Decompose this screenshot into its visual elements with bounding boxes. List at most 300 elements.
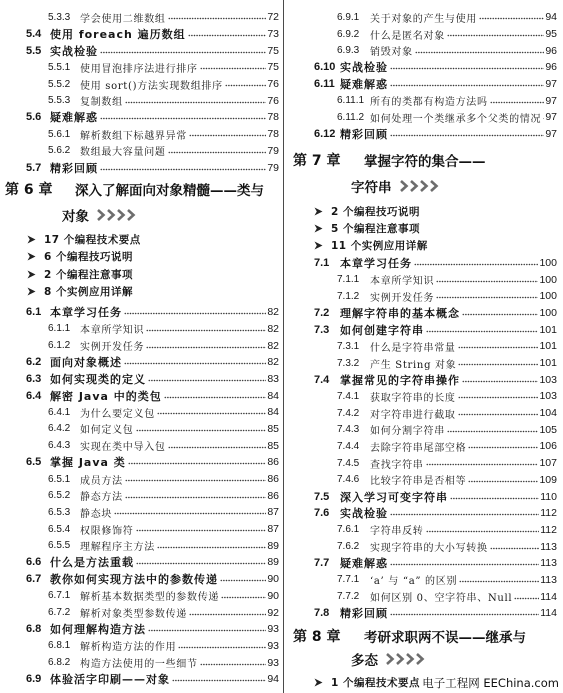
chapter-label: 第 8 章	[293, 628, 341, 645]
page-number: 112	[540, 523, 557, 536]
page-number: 95	[545, 28, 557, 41]
page-number: 89	[267, 539, 279, 552]
page-number: 90	[267, 589, 279, 602]
section-title: 如何处理一个类继承多个父类的情况	[370, 113, 542, 125]
section-number: 6.6	[26, 556, 42, 569]
highlight-item	[0, 231, 281, 248]
page-number: 103	[539, 373, 557, 386]
page-number: 109	[539, 473, 557, 486]
toc-entry-7-6-2	[286, 538, 559, 555]
section-number: 6.8.2	[48, 657, 71, 669]
toc-entry-6-5-1	[0, 471, 281, 488]
dot-leader	[146, 328, 266, 333]
section-number: 5.5.1	[48, 61, 71, 73]
toc-entry-7-4-3	[286, 421, 559, 438]
section-title: 解析对象类型参数传递	[80, 609, 187, 621]
toc-entry-6-1-2	[0, 337, 281, 354]
section-number: 6.9.2	[337, 28, 360, 40]
chevrons-icon	[399, 180, 439, 192]
toc-entry-7-1	[286, 255, 559, 272]
page-number: 82	[267, 322, 279, 335]
page-number: 93	[267, 639, 279, 652]
chapter-5-tail-list	[0, 0, 281, 176]
section-number: 6.5.5	[48, 540, 71, 552]
section-number: 5.4	[26, 28, 42, 41]
toc-entry-7-4-1	[286, 388, 559, 405]
dot-leader	[426, 462, 539, 467]
dot-leader	[390, 83, 544, 88]
page-number: 87	[267, 523, 279, 536]
page-number: 101	[539, 323, 557, 336]
section-title: 解密 Java 中的类包	[50, 389, 162, 403]
chapter-label: 第 7 章	[293, 152, 341, 169]
section-title: 解析基本数据类型的参数传递	[80, 592, 220, 604]
dot-leader	[128, 461, 267, 466]
toc-entry-6-5-2	[0, 487, 281, 504]
section-number: 7.2	[314, 306, 330, 319]
section-number: 6.9.3	[337, 45, 360, 57]
section-title: 如何分割字符串	[370, 426, 445, 438]
toc-entry-6-4-1	[0, 404, 281, 421]
dot-leader	[136, 528, 267, 533]
page-number: 104	[539, 407, 557, 420]
page-number: 113	[540, 557, 557, 570]
highlight-item	[286, 220, 559, 237]
section-title: 实战检验	[340, 61, 388, 75]
toc-entry-7-7	[286, 555, 559, 572]
page-number: 85	[267, 422, 279, 435]
toc-entry-6-12	[286, 126, 559, 143]
section-title: 构造方法使用的一些细节	[80, 659, 198, 671]
section-title: 本章学习任务	[50, 306, 122, 320]
section-title: 解析构造方法的作用	[80, 642, 177, 654]
chapter-6-tail-list	[286, 0, 559, 143]
chapter-title-line-2: 多态	[351, 652, 378, 669]
section-title: 本章所学知识	[370, 276, 435, 288]
page-number: 93	[267, 623, 279, 636]
toc-entry-5-6-1	[0, 126, 281, 143]
chapter-heading-line-1	[0, 176, 281, 202]
page-number: 100	[539, 256, 557, 269]
toc-entry-6-2	[0, 354, 281, 371]
toc-entry-7-3-2	[286, 355, 559, 372]
section-number: 5.5.2	[48, 78, 71, 90]
toc-entry-5-5-2	[0, 76, 281, 93]
toc-entry-6-7-1	[0, 588, 281, 605]
page-number: 114	[540, 607, 557, 620]
section-number: 6.11.2	[337, 111, 365, 123]
section-number: 7.7.2	[337, 591, 360, 603]
bullet-arrow-icon	[314, 224, 323, 233]
section-number: 6.5.2	[48, 490, 71, 502]
toc-entry-6-9	[0, 671, 281, 688]
page-number: 105	[539, 423, 557, 436]
dot-leader	[479, 16, 544, 21]
dot-leader	[220, 578, 266, 583]
highlight-item	[286, 237, 559, 254]
toc-entry-7-1-1	[286, 271, 559, 288]
page-number: 97	[545, 78, 557, 91]
page-number: 78	[267, 111, 279, 124]
toc-entry-6-3	[0, 371, 281, 388]
page-number: 82	[267, 356, 279, 369]
arrowhead-shape	[28, 270, 36, 278]
section-title: 如何定义包	[80, 425, 134, 437]
dot-leader	[146, 345, 266, 350]
dot-leader	[426, 329, 538, 334]
chapter-title-line-2: 对象	[62, 208, 89, 225]
section-title: 体验活字印刷——对象	[50, 673, 170, 687]
chevron-shape	[401, 181, 437, 191]
toc-entry-6-4-2	[0, 421, 281, 438]
section-title: 掌握 Java 类	[50, 456, 126, 470]
toc-entry-6-10	[286, 59, 559, 76]
toc-entry-7-4	[286, 371, 559, 388]
dot-leader	[458, 412, 539, 417]
highlight-text: 2 个编程注意事项	[44, 268, 133, 281]
arrowhead-shape	[28, 236, 36, 244]
section-title: 什么是字符串常量	[370, 342, 456, 354]
section-title: 为什么要定义包	[80, 408, 155, 420]
section-number: 6.4.3	[48, 440, 71, 452]
bullet-arrow-icon	[27, 287, 36, 296]
page-number: 97	[545, 128, 557, 141]
watermark-text: 电子工程网 EEChina.com	[422, 676, 559, 690]
section-title: 实战检验	[340, 507, 388, 521]
arrowhead-shape	[315, 225, 323, 233]
section-number: 7.1	[314, 256, 330, 269]
section-number: 6.4.2	[48, 423, 71, 435]
section-number: 5.3.3	[48, 11, 71, 23]
section-number: 6.9	[26, 673, 42, 686]
dot-leader	[100, 116, 266, 121]
section-number: 6.8.1	[48, 640, 71, 652]
toc-entry-5-6-2	[0, 143, 281, 160]
dot-leader	[462, 379, 538, 384]
section-number: 7.4.6	[337, 474, 360, 486]
bullet-arrow-icon	[27, 270, 36, 279]
section-title: 复制数组	[80, 97, 123, 109]
page-number: 79	[267, 161, 279, 174]
section-number: 6.4	[26, 389, 42, 402]
section-title: 实战检验	[50, 44, 98, 58]
section-number: 6.5.3	[48, 506, 71, 518]
page-number: 112	[540, 507, 557, 520]
toc-entry-5-6	[0, 109, 281, 126]
dot-leader	[514, 596, 539, 601]
section-number: 7.6.1	[337, 524, 360, 536]
toc-entry-6-5-5	[0, 537, 281, 554]
dot-leader	[125, 478, 267, 483]
highlight-text: 6 个编程技巧说明	[44, 251, 133, 264]
chevron-shape	[387, 654, 423, 664]
section-number: 6.2	[26, 356, 42, 369]
bullet-arrow-icon	[314, 241, 323, 250]
dot-leader	[100, 167, 266, 172]
toc-entry-6-1	[0, 304, 281, 321]
toc-entry-6-5	[0, 454, 281, 471]
chapter-7-heading	[286, 143, 559, 200]
chapter-7-sections	[286, 255, 559, 622]
section-title: 比较字符串是否相等	[370, 476, 467, 488]
arrowhead-shape	[315, 679, 323, 687]
dot-leader	[188, 33, 267, 38]
section-number: 6.7	[26, 573, 42, 586]
section-title: 静态块	[80, 508, 113, 520]
section-title: 掌握常见的字符串操作	[340, 373, 460, 387]
section-number: 6.8	[26, 623, 42, 636]
section-title: 静态方法	[80, 492, 123, 504]
chapter-heading-line-2	[0, 202, 281, 228]
section-title: 什么是方法重载	[50, 556, 134, 570]
toc-entry-7-5	[286, 488, 559, 505]
chapter-heading-line-1	[286, 147, 559, 173]
chapter-6-heading	[0, 176, 281, 231]
section-number: 6.1.1	[48, 323, 71, 335]
page-number: 86	[267, 456, 279, 469]
bullet-arrow-icon	[27, 235, 36, 244]
section-title: 教你如何实现方法中的参数传递	[50, 573, 218, 587]
section-number: 7.6	[314, 507, 330, 520]
highlight-item	[286, 204, 559, 221]
section-title: 如何创建字符串	[340, 323, 424, 337]
dot-leader	[189, 133, 266, 138]
page-number: 79	[267, 144, 279, 157]
section-number: 7.3.2	[337, 357, 360, 369]
highlight-text: 17 个编程技术要点	[44, 234, 141, 247]
dot-leader	[490, 100, 545, 105]
section-number: 5.5.3	[48, 95, 71, 107]
bullet-arrow-icon	[314, 207, 323, 216]
dot-leader	[125, 495, 267, 500]
toc-entry-5-3-3	[0, 9, 281, 26]
section-title: 实例开发任务	[80, 342, 145, 354]
section-title: 疑难解惑	[340, 78, 388, 92]
chevron-shape	[98, 210, 134, 220]
section-number: 6.3	[26, 372, 42, 385]
section-title: 如何理解构造方法	[50, 623, 146, 637]
toc-entry-6-7	[0, 571, 281, 588]
dot-leader	[415, 50, 545, 55]
highlight-item	[0, 248, 281, 265]
toc-entry-5-5-1	[0, 59, 281, 76]
section-title: 产生 String 对象	[370, 359, 457, 371]
toc-entry-6-8-2	[0, 654, 281, 671]
page-number: 100	[539, 306, 557, 319]
dot-leader	[436, 295, 538, 300]
highlight-text: 2 个编程技巧说明	[331, 206, 420, 219]
page-number: 103	[539, 390, 557, 403]
toc-entry-6-5-4	[0, 521, 281, 538]
section-title: 实现字符串的大小写转换	[370, 543, 488, 555]
highlight-text: 5 个编程注意事项	[331, 223, 420, 236]
section-number: 6.7.1	[48, 590, 71, 602]
dot-leader	[221, 595, 266, 600]
dot-leader	[100, 50, 266, 55]
toc-entry-6-11	[286, 76, 559, 93]
section-title: 疑难解惑	[50, 111, 98, 125]
chapter-title-line-1: 考研求职两不误——继承与	[364, 629, 526, 646]
section-title: 对字符串进行截取	[370, 409, 456, 421]
chapter-6-sections	[0, 304, 281, 688]
highlight-text: 8 个实例应用详解	[44, 286, 133, 299]
chapter-heading-line-1	[286, 623, 559, 649]
toc-entry-5-4	[0, 26, 281, 43]
page-number: 89	[267, 556, 279, 569]
section-title: 本章所学知识	[80, 325, 145, 337]
dot-leader	[447, 33, 544, 38]
section-number: 7.7	[314, 557, 330, 570]
page-number: 96	[545, 61, 557, 74]
page-number: 114	[540, 590, 557, 603]
section-number: 7.7.1	[337, 574, 360, 586]
page-number: 94	[267, 673, 279, 686]
toc-entry-6-4-3	[0, 437, 281, 454]
section-title: 解析数组下标越界异常	[80, 130, 187, 142]
section-number: 7.3	[314, 323, 330, 336]
chapter-title-line-1: 深入了解面向对象精髓——类与	[75, 182, 264, 199]
section-title: 使用 foreach 遍历数组	[50, 28, 186, 42]
dot-leader	[458, 362, 538, 367]
page-number: 83	[267, 372, 279, 385]
toc-entry-5-7	[0, 159, 281, 176]
section-title: 字符串反转	[370, 526, 424, 538]
section-title: 深入学习可变字符串	[340, 490, 448, 504]
toc-entry-6-5-3	[0, 504, 281, 521]
section-title: ‘a’ 与 “a” 的区别	[370, 576, 458, 588]
chapter-7-highlights	[286, 204, 559, 254]
toc-entry-6-1-1	[0, 321, 281, 338]
page-number: 90	[267, 573, 279, 586]
dot-leader	[124, 361, 266, 366]
section-title: 学会使用二维数组	[80, 13, 166, 25]
section-number: 7.8	[314, 607, 330, 620]
highlight-text: 1 个编程技术要点	[331, 677, 420, 690]
chapter-6-highlights	[0, 231, 281, 301]
section-number: 7.4.5	[337, 457, 360, 469]
page-number: 82	[267, 339, 279, 352]
dot-leader	[136, 428, 267, 433]
page-number: 92	[267, 606, 279, 619]
page-number: 96	[545, 44, 557, 57]
section-title: 去除字符串尾部空格	[370, 442, 467, 454]
toc-entry-6-11-2	[286, 109, 559, 126]
section-title: 实现在类中导入包	[80, 442, 166, 454]
toc-entry-5-5-3	[0, 92, 281, 109]
toc-entry-6-11-1	[286, 92, 559, 109]
section-number: 7.3.1	[337, 340, 360, 352]
section-title: 理解程序主方法	[80, 542, 155, 554]
left-column	[0, 0, 281, 688]
toc-entry-6-9-3	[286, 42, 559, 59]
arrowhead-shape	[315, 241, 323, 249]
dot-leader	[468, 479, 538, 484]
section-number: 5.5	[26, 44, 42, 57]
page-number: 78	[267, 128, 279, 141]
dot-leader	[414, 262, 538, 267]
dot-leader	[390, 66, 544, 71]
section-number: 6.12	[314, 128, 336, 141]
page-number: 76	[267, 94, 279, 107]
right-column	[286, 0, 559, 691]
page-number: 110	[540, 490, 557, 503]
section-title: 疑难解惑	[340, 557, 388, 571]
dot-leader	[168, 16, 267, 21]
dot-leader	[458, 345, 539, 350]
section-number: 6.5	[26, 456, 42, 469]
chapter-heading-line-2	[286, 649, 559, 669]
page-number: 82	[267, 306, 279, 319]
dot-leader	[459, 579, 539, 584]
page-number: 75	[267, 61, 279, 74]
toc-entry-7-4-6	[286, 472, 559, 489]
dot-leader	[200, 66, 267, 71]
arrowhead-shape	[315, 208, 323, 216]
section-number: 7.4.4	[337, 440, 360, 452]
section-number: 6.7.2	[48, 607, 71, 619]
page-number: 76	[267, 78, 279, 91]
chapter-8-heading	[286, 622, 559, 669]
dot-leader	[390, 612, 539, 617]
section-number: 6.1	[26, 306, 42, 319]
section-number: 5.6	[26, 111, 42, 124]
dot-leader	[172, 678, 266, 683]
dot-leader	[447, 429, 539, 434]
section-title: 关于对象的产生与使用	[370, 13, 477, 25]
toc-entry-7-6	[286, 505, 559, 522]
page-number: 73	[267, 28, 279, 41]
section-title: 面向对象概述	[50, 356, 122, 370]
toc-entry-6-6	[0, 554, 281, 571]
page-number: 100	[539, 273, 557, 286]
section-number: 5.7	[26, 161, 42, 174]
section-title: 如何区别 0、空字符串、Null	[370, 593, 513, 605]
toc-entry-7-3	[286, 321, 559, 338]
page-number: 84	[267, 389, 279, 402]
highlight-item	[0, 283, 281, 300]
page-number: 72	[267, 11, 279, 24]
page-number: 97	[545, 111, 557, 124]
section-number: 7.6.2	[337, 541, 360, 553]
section-number: 6.1.2	[48, 340, 71, 352]
section-number: 7.1.1	[337, 274, 360, 286]
bullet-arrow-icon	[314, 678, 323, 687]
dot-leader	[462, 312, 538, 317]
section-number: 7.4	[314, 373, 330, 386]
section-title: 精彩回顾	[50, 161, 98, 175]
section-number: 6.11	[314, 78, 335, 91]
highlight-item	[0, 266, 281, 283]
section-number: 7.5	[314, 490, 330, 503]
chevrons-icon	[96, 209, 136, 221]
section-title: 权限修饰符	[80, 525, 134, 537]
toc-entry-7-2	[286, 305, 559, 322]
toc-entry-7-3-1	[286, 338, 559, 355]
dot-leader	[390, 512, 539, 517]
section-number: 6.5.1	[48, 473, 71, 485]
dot-leader	[164, 395, 267, 400]
toc-entry-7-4-2	[286, 405, 559, 422]
page-number: 86	[267, 489, 279, 502]
toc-entry-7-6-1	[286, 522, 559, 539]
section-number: 7.1.2	[337, 290, 360, 302]
section-title: 本章学习任务	[340, 256, 412, 270]
toc-entry-6-4	[0, 387, 281, 404]
dot-leader	[148, 628, 266, 633]
page-number: 101	[539, 357, 557, 370]
bullet-arrow-icon	[27, 252, 36, 261]
page-number: 85	[267, 439, 279, 452]
